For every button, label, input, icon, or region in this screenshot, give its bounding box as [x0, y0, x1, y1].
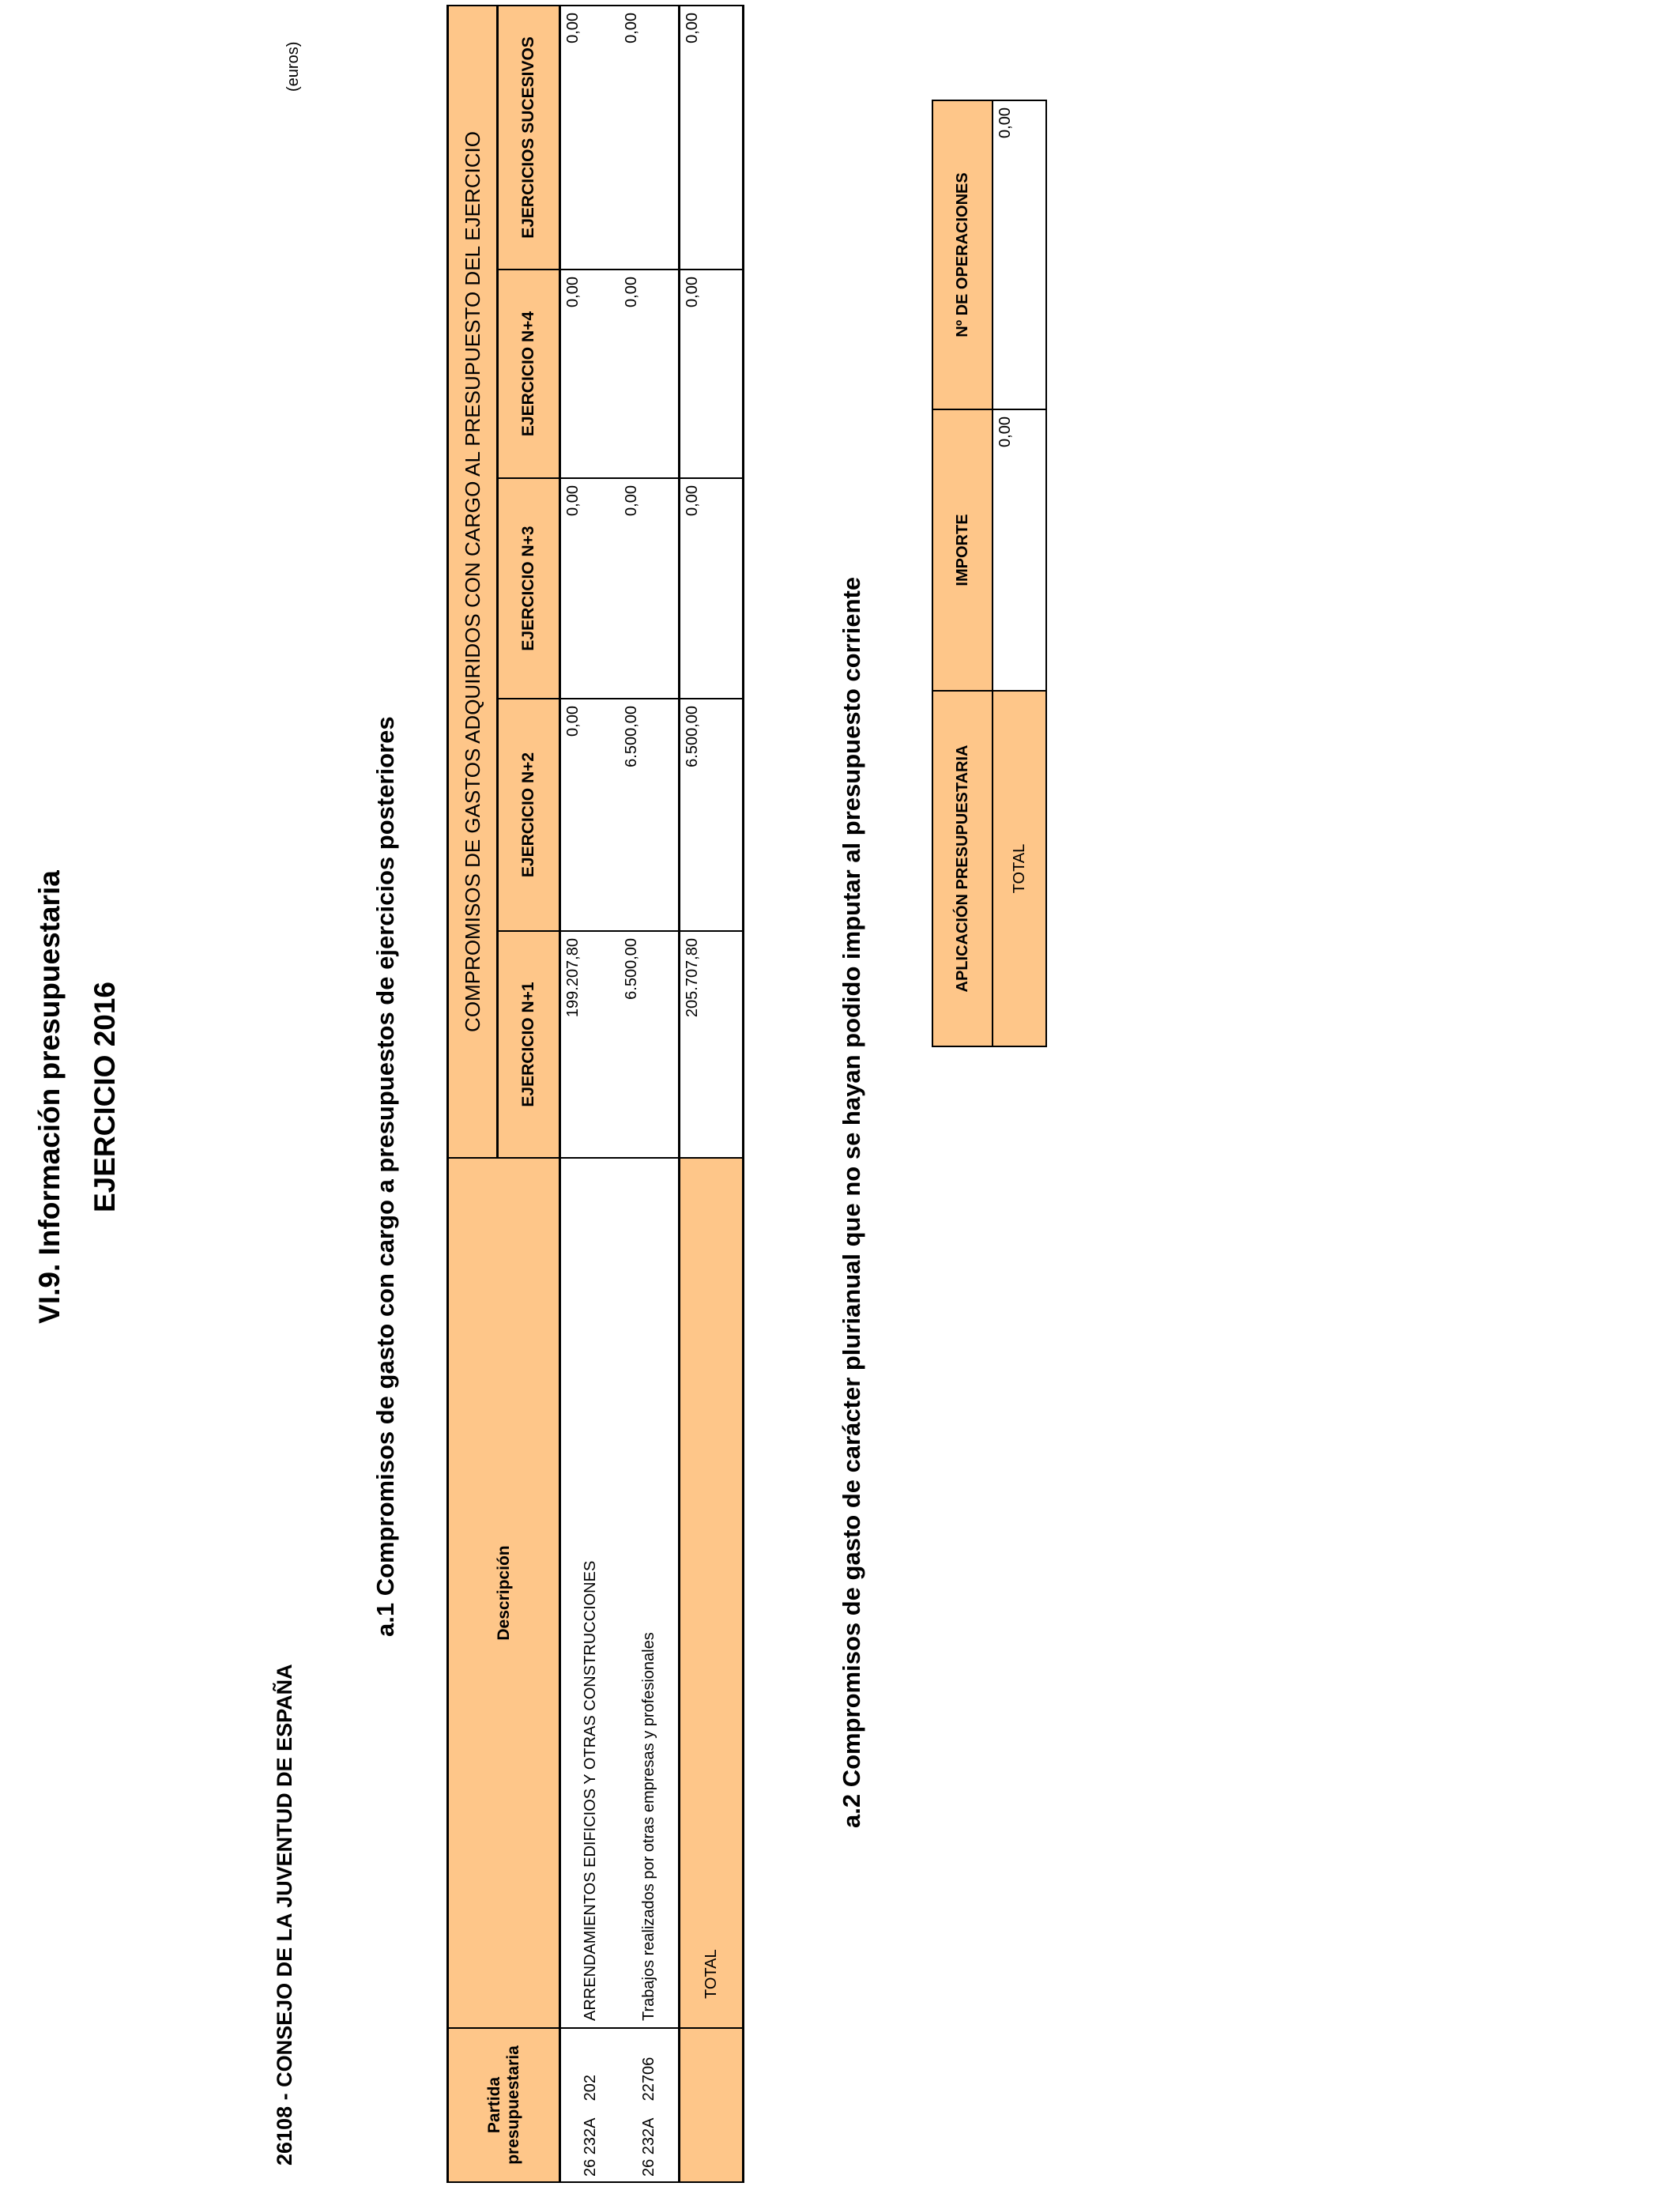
total-sucesivos: 0,00	[680, 6, 744, 270]
total-n1: 205.707,80	[680, 931, 744, 1158]
page-subtitle: EJERCICIO 2016	[89, 981, 121, 1213]
units-label: (euros)	[284, 41, 302, 92]
section-a1-title: a.1 Compromisos de gasto con cargo a presupuestos de ejercicios posteriores	[371, 716, 399, 1637]
row-n2: 6.500,00	[620, 699, 680, 931]
header-sucesivos: EJERCICIOS SUCESIVOS	[498, 6, 560, 270]
row-sucesivos: 0,00	[560, 6, 620, 270]
header-operaciones: Nº DE OPERACIONES	[932, 100, 993, 409]
plurianual-header-row	[932, 100, 993, 1046]
row-sucesivos: 0,00	[620, 6, 680, 270]
section-a2-title: a.2 Compromisos de gasto de carácter plurianual que no se hayan podido imputar al presupuesto corriente	[838, 576, 865, 1828]
row-n2: 0,00	[560, 699, 620, 931]
plurianual-total-operaciones: 0,00	[993, 100, 1046, 409]
row-n1: 199.207,80	[560, 931, 620, 1158]
header-partida: Partida presupuestaria	[448, 2028, 560, 2182]
table-header-row	[448, 6, 498, 2182]
row-n4: 0,00	[620, 270, 680, 478]
header-n2: EJERCICIO N+2	[498, 699, 560, 931]
header-descripcion: Descripción	[448, 1158, 560, 2028]
row-descripcion: ARRENDAMIENTOS EDIFICIOS Y OTRAS CONSTRUCCIONES	[560, 1158, 620, 2028]
row-n4: 0,00	[560, 270, 620, 478]
entity-name: 26108 - CONSEJO DE LA JUVENTUD DE ESPAÑA	[273, 1664, 296, 2166]
total-n2: 6.500,00	[680, 699, 744, 931]
row-descripcion: Trabajos realizados por otras empresas y profesionales	[620, 1158, 680, 2028]
header-group: COMPROMISOS DE GASTOS ADQUIRIDOS CON CARGO AL PRESUPUESTO DEL EJERCICIO	[448, 6, 498, 1158]
plurianual-table	[932, 100, 1047, 1047]
header-importe: IMPORTE	[932, 409, 993, 691]
header-n1: EJERCICIO N+1	[498, 931, 560, 1158]
plurianual-total-importe: 0,00	[993, 409, 1046, 691]
total-label: TOTAL	[680, 1158, 744, 2028]
row-partida: 26 232A 22706	[620, 2028, 680, 2182]
table-row	[560, 6, 620, 2182]
row-n3: 0,00	[620, 478, 680, 699]
commitments-table	[446, 5, 744, 2183]
header-n4: EJERCICIO N+4	[498, 270, 560, 478]
total-n3: 0,00	[680, 478, 744, 699]
header-n3: EJERCICIO N+3	[498, 478, 560, 699]
row-partida: 26 232A 202	[560, 2028, 620, 2182]
header-aplicacion: APLICACIÓN PRESUPUESTARIA	[932, 691, 993, 1046]
page-title: VI.9. Información presupuestaria	[33, 870, 66, 1324]
plurianual-total-row	[993, 100, 1046, 1046]
total-n4: 0,00	[680, 270, 744, 478]
table-row	[620, 6, 680, 2182]
table-total-row	[680, 6, 744, 2182]
plurianual-total-label: TOTAL	[993, 691, 1046, 1046]
total-partida-filler	[680, 2028, 744, 2182]
row-n3: 0,00	[560, 478, 620, 699]
row-n1: 6.500,00	[620, 931, 680, 1158]
